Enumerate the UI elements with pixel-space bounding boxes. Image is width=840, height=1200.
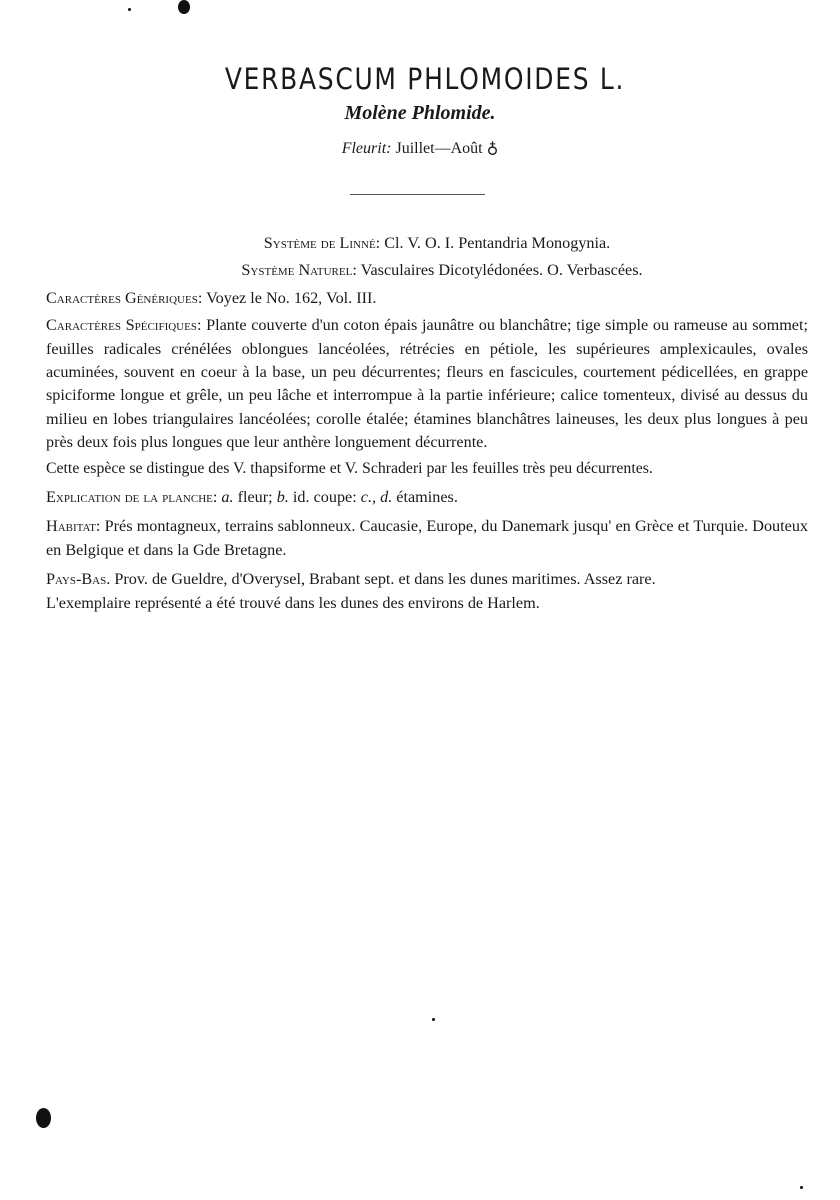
generiques-value: Voyez le No. 162, Vol. III.	[206, 288, 377, 307]
linne-value: Cl. V. O. I. Pentandria Monogynia.	[384, 234, 611, 252]
pays-bas-label: Pays-Bas.	[46, 570, 111, 589]
specifiques-label: Caractères Spécifiques:	[46, 316, 202, 335]
distinction-line	[46, 457, 808, 480]
habitat-paragraph	[46, 515, 808, 562]
flowering-line	[0, 138, 840, 158]
explication-label: Explication de la planche:	[46, 488, 218, 507]
pays-bas-line	[46, 568, 808, 591]
habitat-text: Prés montagneux, terrains sablonneux. Caucasie, Europe, du Danemark jusqu' en Grèce et Turquie. Douteux en Belgique et dans la Gde Bretagne.	[46, 517, 809, 559]
plate-letter-a: a.	[221, 488, 234, 507]
linne-label: Système de Linné:	[263, 234, 381, 252]
flowering-label: Fleurit:	[341, 140, 392, 157]
plate-letter-d: d.	[380, 488, 393, 507]
plate-text-b: id. coupe:	[292, 488, 357, 507]
flowering-value: Juillet—Août	[395, 140, 483, 157]
linne-line	[46, 232, 808, 255]
ink-speck-top	[178, 0, 190, 14]
exemplaire-text: L'exemplaire représenté a été trouvé dans les dunes des environs de Harlem.	[46, 593, 540, 612]
pays-bas-text: Prov. de Gueldre, d'Overysel, Brabant sept. et dans les dunes maritimes. Assez rare.	[114, 570, 656, 589]
generiques-line	[46, 287, 808, 310]
specifiques-text: Plante couverte d'un coton épais jaunâtre ou blanchâtre; tige simple ou rameuse au sommet; feuilles radicales crénélées oblongues lancéolées, rétrécies en pétiole, les supérieures amplexicaules, ovales acuminées, souvent en coeur à la base, un peu décurrentes; fleurs en fascicules, courtement pédicellées, en grappe spiciforme longue et grêle, un peu lâche et interrompue à la partie inférieure; calice tomenteux, divisé au dessus du milieu en lobes triangulaires lancéolées; corolle étalée; étamines blanchâtres laineuses, les deux plus longues à peu près deux fois plus longues que leur anthère longuement décurrente.	[46, 316, 808, 452]
ink-speck-middle	[432, 1018, 435, 1021]
ink-speck-bottom-left	[36, 1108, 51, 1128]
naturel-label: Système Naturel:	[241, 261, 357, 280]
explication-line	[46, 486, 808, 509]
specifiques-paragraph	[46, 314, 808, 454]
distinction-text: Cette espèce se distingue des V. thapsiforme et V. Schraderi par les feuilles très peu décurrentes.	[46, 459, 653, 477]
description-body	[46, 232, 808, 615]
biennial-symbol: ♁	[486, 140, 499, 157]
plate-text-a: fleur;	[237, 488, 273, 507]
generiques-label: Caractères Génériques:	[46, 288, 203, 307]
ink-speck-bottom-right	[800, 1186, 803, 1189]
naturel-value: Vasculaires Dicotylédonées. O. Verbascées.	[360, 261, 643, 280]
plate-letter-c: c.,	[360, 488, 377, 507]
plate-letter-b: b.	[276, 488, 289, 507]
separator-rule	[350, 194, 485, 195]
naturel-line	[46, 259, 808, 282]
page-title: VERBASCUM PHLOMOIDES L.	[224, 62, 626, 96]
ink-speck-top-small	[128, 8, 131, 11]
habitat-label: Habitat:	[46, 517, 101, 536]
common-name: Molène Phlomide.	[344, 102, 496, 124]
plate-text-d: étamines.	[396, 488, 458, 507]
exemplaire-line	[46, 592, 808, 615]
